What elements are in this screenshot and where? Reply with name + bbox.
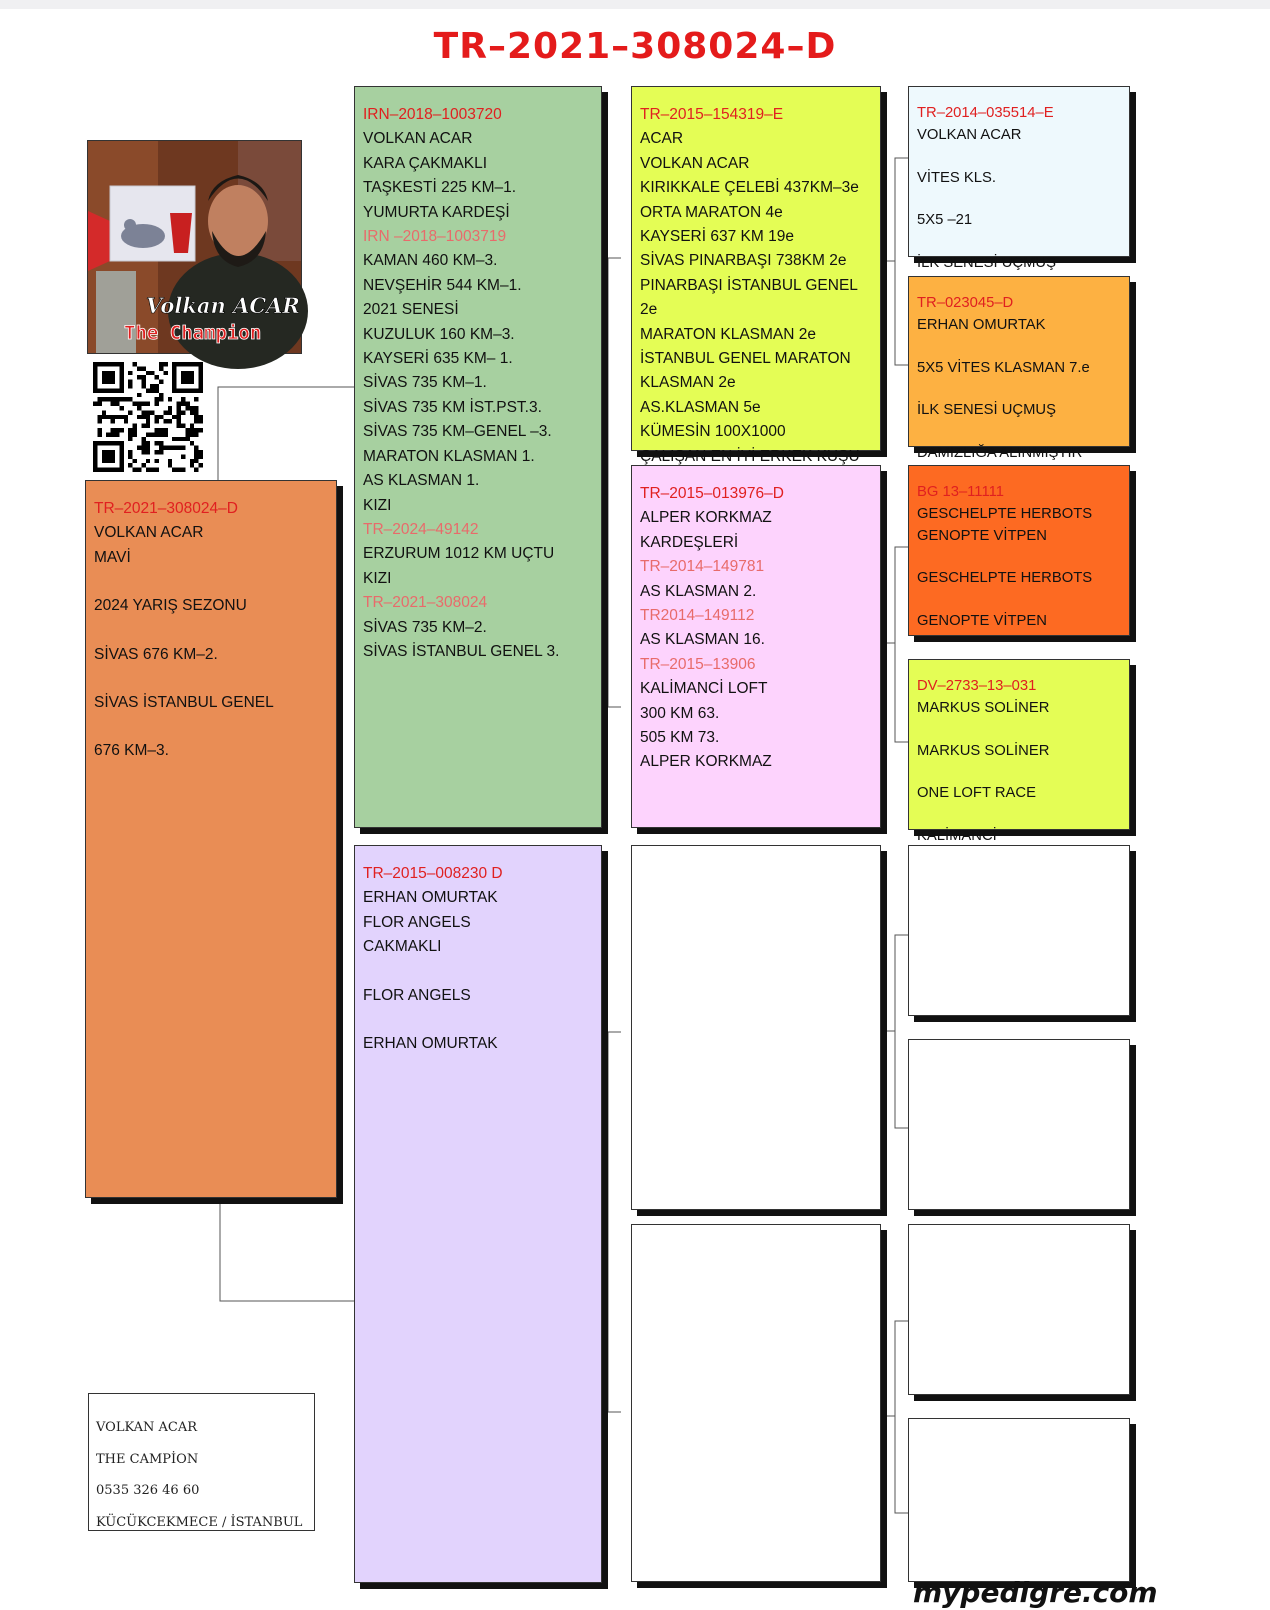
- sire-line: KIZI: [363, 569, 392, 587]
- sire-sire-box[interactable]: [631, 86, 881, 465]
- sire-dam-line: ALPER KORKMAZ: [640, 753, 772, 771]
- dam-line: FLOR ANGELS: [363, 913, 471, 931]
- sire-dam-line: AS KLASMAN 16.: [640, 631, 765, 649]
- sire-dam-line: ALPER KORKMAZ: [640, 509, 772, 527]
- sire-sire-line: 2e: [640, 301, 658, 319]
- sire-dam-line: KARDEŞLERİ: [640, 533, 739, 551]
- sire-dam-line: TR–2015–013976–D: [640, 485, 784, 502]
- sire-dam-line: AS KLASMAN 2.: [640, 582, 757, 600]
- sire-dam-line: KALİMANCİ LOFT: [640, 680, 768, 698]
- gg2-line: DAMIZLIĞA ALINMIŞTIR: [917, 445, 1083, 462]
- dam-line: [363, 1008, 601, 1032]
- dam-line: CAKMAKLI: [363, 938, 442, 956]
- breeder-photo: [87, 140, 302, 354]
- dam-line: ERHAN OMURTAK: [363, 1035, 498, 1053]
- subject-line: [94, 619, 336, 643]
- great-grand-2-lines: [917, 293, 1129, 465]
- contact-name: VOLKAN ACAR: [96, 1420, 198, 1435]
- sire-sire-line: TR–2015–154319–E: [640, 106, 784, 123]
- sire-line: SİVAS 735 KM–GENEL –3.: [363, 423, 552, 441]
- great-grand-4-box[interactable]: [908, 659, 1130, 845]
- gg2-line: ERHAN OMURTAK: [917, 316, 1046, 333]
- dam-lines: [363, 862, 601, 1056]
- sire-sire-line: KAYSERİ 637 KM 19e: [640, 228, 794, 246]
- sire-lines: [363, 103, 601, 664]
- gg4-line: [917, 762, 1129, 783]
- footer-brand-logo[interactable]: mypedigre.com: [913, 1576, 1158, 1609]
- sire-line: KIZI: [363, 496, 392, 514]
- sire-line: NEVŞEHİR 544 KM–1.: [363, 276, 522, 294]
- sire-line: KARA ÇAKMAKLI: [363, 154, 488, 172]
- sire-sire-line: KÜMESİN 100X1000: [640, 423, 786, 441]
- contact-phone[interactable]: 0535 326 46 60: [96, 1483, 200, 1498]
- sire-dam-line: 300 KM 63.: [640, 704, 720, 722]
- great-grand-1-lines: [917, 103, 1129, 275]
- sire-dam-lines: [640, 482, 880, 775]
- dam-line: TR–2015–008230 D: [363, 865, 503, 882]
- sire-line: YUMURTA KARDEŞİ: [363, 203, 510, 221]
- top-bar: [0, 0, 1270, 9]
- gg2-line: İLK SENESİ UÇMUŞ: [917, 402, 1056, 419]
- gg4-line: ONE LOFT RACE: [917, 785, 1036, 802]
- dam-line: FLOR ANGELS: [363, 986, 471, 1004]
- subject-line: 2024 YARIŞ SEZONU: [94, 597, 247, 615]
- dam-line: ERHAN OMURTAK: [363, 889, 498, 907]
- contact-title: THE CAMPİON: [96, 1451, 199, 1467]
- sire-sire-line: ÇALIŞAN EN İYİ ERKEK KUŞU: [640, 447, 860, 465]
- great-grand-3-lines: [917, 482, 1129, 633]
- gg2-line: [917, 337, 1129, 358]
- great-grand-8-box[interactable]: [908, 1418, 1130, 1582]
- gg2-line: 5X5 VİTES KLASMAN 7.e: [917, 359, 1090, 376]
- contact-location: KÜCÜKCEKMECE / İSTANBUL: [96, 1514, 303, 1530]
- gg1-line: İLK SENESİ UÇMUŞ: [917, 255, 1056, 272]
- gg1-line: 5X5 –21: [917, 212, 973, 229]
- sire-line: KAMAN 460 KM–3.: [363, 252, 498, 270]
- sire-line: 2021 SENESİ: [363, 301, 459, 319]
- subject-line: MAVİ: [94, 548, 131, 566]
- gg3-line: GENOPTE VİTPEN: [917, 527, 1047, 544]
- gg3-line: GESCHELPTE HERBOTS: [917, 570, 1093, 587]
- sire-sire-lines: [640, 103, 880, 469]
- subject-line: SİVAS İSTANBUL GENEL: [94, 694, 274, 712]
- gg2-line: [917, 379, 1129, 400]
- page-title: TR–2021–308024–D: [433, 26, 837, 67]
- sire-dam-line: TR2014–149112: [640, 607, 755, 625]
- dam-dam-box[interactable]: [631, 1224, 881, 1582]
- photo-name-text: Volkan ACAR: [146, 293, 300, 318]
- subject-line: TR–2021–308024–D: [94, 500, 238, 517]
- sire-line: IRN –2018–1003719: [363, 228, 507, 246]
- subject-line: [94, 667, 336, 691]
- sire-sire-line: ORTA MARATON 4e: [640, 203, 783, 221]
- sire-sire-line: AS.KLASMAN 5e: [640, 398, 761, 416]
- sire-sire-line: KLASMAN 2e: [640, 374, 736, 392]
- sire-line: TR–2021–308024: [363, 594, 488, 612]
- sire-sire-line: VOLKAN ACAR: [640, 154, 750, 172]
- gg3-line: [917, 590, 1129, 611]
- great-grand-7-box[interactable]: [908, 1224, 1130, 1395]
- sire-line: VOLKAN ACAR: [363, 130, 473, 148]
- sire-sire-line: MARATON KLASMAN 2e: [640, 325, 817, 343]
- sire-dam-line: TR–2014–149781: [640, 558, 765, 576]
- subject-line: [94, 570, 336, 594]
- sire-sire-line: İSTANBUL GENEL MARATON: [640, 350, 851, 368]
- sire-line: KAYSERİ 635 KM– 1.: [363, 350, 513, 368]
- subject-line: 676 KM–3.: [94, 742, 169, 760]
- sire-dam-line: TR–2015–13906: [640, 655, 756, 673]
- gg4-line: [917, 805, 1129, 826]
- contact-box: [88, 1393, 315, 1531]
- sire-line: SİVAS 735 KM–2.: [363, 618, 487, 636]
- sire-line: SİVAS 735 KM–1.: [363, 374, 487, 392]
- sire-sire-line: ACAR: [640, 130, 684, 148]
- gg1-line: VİTES KLS.: [917, 169, 996, 186]
- qr-code-icon[interactable]: [92, 362, 204, 472]
- gg4-line: [917, 720, 1129, 741]
- sire-line: KUZULUK 160 KM–3.: [363, 325, 515, 343]
- subject-lines: [94, 497, 336, 764]
- sire-line: SİVAS 735 KM İST.PST.3.: [363, 398, 542, 416]
- great-grand-5-box[interactable]: [908, 845, 1130, 1016]
- subject-line: VOLKAN ACAR: [94, 524, 204, 542]
- gg4-line: MARKUS SOLİNER: [917, 699, 1050, 716]
- great-grand-4-lines: [917, 676, 1129, 848]
- sire-sire-line: KIRIKKALE ÇELEBİ 437KM–3e: [640, 179, 859, 197]
- gg1-line: TR–2014–035514–E: [917, 105, 1054, 121]
- gg2-line: [917, 422, 1129, 443]
- dam-line: [363, 960, 601, 984]
- sire-line: TAŞKESTİ 225 KM–1.: [363, 179, 517, 197]
- gg4-line: KALİMANCİ: [917, 828, 997, 845]
- dam-sire-box[interactable]: [631, 845, 881, 1210]
- gg2-line: TR–023045–D: [917, 295, 1014, 311]
- gg1-line: VOLKAN ACAR: [917, 126, 1022, 143]
- gg1-line: [917, 147, 1129, 168]
- sire-sire-line: PINARBAŞI İSTANBUL GENEL: [640, 276, 858, 294]
- subject-box[interactable]: [85, 480, 337, 1198]
- subject-line: SİVAS 676 KM–2.: [94, 645, 218, 663]
- sire-line: ERZURUM 1012 KM UÇTU: [363, 545, 555, 563]
- sire-line: SİVAS İSTANBUL GENEL 3.: [363, 642, 560, 660]
- gg4-line: MARKUS SOLİNER: [917, 742, 1050, 759]
- gg4-line: DV–2733–13–031: [917, 678, 1037, 694]
- subject-line: [94, 715, 336, 739]
- gg3-line: GENOPTE VİTPEN: [917, 613, 1047, 630]
- photo-tagline-text: The Champion: [124, 322, 262, 344]
- sire-line: MARATON KLASMAN 1.: [363, 447, 535, 465]
- great-grand-2-box[interactable]: [908, 276, 1130, 462]
- gg1-line: [917, 189, 1129, 210]
- sire-dam-line: 505 KM 73.: [640, 729, 720, 747]
- great-grand-3-box[interactable]: [908, 465, 1130, 636]
- sire-dam-box[interactable]: [631, 465, 881, 828]
- sire-line: IRN–2018–1003720: [363, 106, 502, 123]
- sire-sire-line: SİVAS PINARBAŞI 738KM 2e: [640, 252, 847, 270]
- gg3-line: [917, 547, 1129, 568]
- gg1-line: [917, 232, 1129, 253]
- gg3-line: GESCHELPTE HERBOTS: [917, 505, 1093, 522]
- dam-box[interactable]: [354, 845, 602, 1583]
- sire-box[interactable]: [354, 86, 602, 828]
- gg3-line: BG 13–11111: [917, 484, 1004, 500]
- sire-line: AS KLASMAN 1.: [363, 472, 480, 490]
- sire-line: TR–2024–49142: [363, 520, 479, 538]
- great-grand-1-box[interactable]: [908, 86, 1130, 272]
- breeder-portrait-image: [88, 141, 301, 353]
- great-grand-6-box[interactable]: [908, 1039, 1130, 1210]
